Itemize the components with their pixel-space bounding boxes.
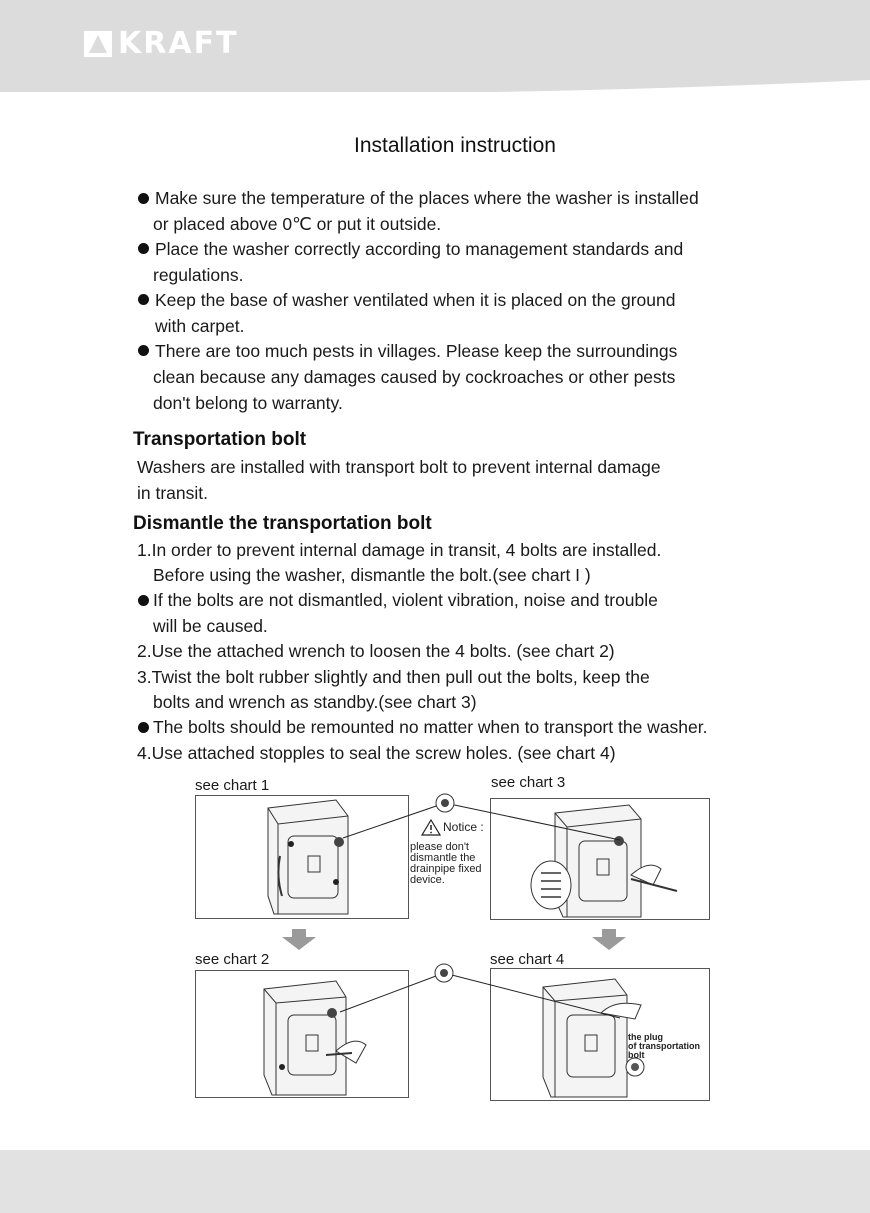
notice-line-3: drainpipe fixed xyxy=(410,863,482,875)
dismantle-line-9: 4.Use attached stopples to seal the screw holes. (see chart 4) xyxy=(137,743,616,763)
chart-1-figure xyxy=(195,795,409,919)
chart-3-figure xyxy=(490,798,710,920)
install-bullet-4-line-1: There are too much pests in villages. Please keep the surroundings xyxy=(155,341,678,361)
dismantle-line-6: 3.Twist the bolt rubber slightly and then pull out the bolts, keep the xyxy=(137,667,650,687)
plug-caption-line-2: of transportation xyxy=(628,1041,700,1051)
warning-icon xyxy=(422,820,440,835)
dismantle-line-3: If the bolts are not dismantled, violent vibration, noise and trouble xyxy=(153,590,658,610)
transport-heading: Transportation bolt xyxy=(133,429,307,450)
bullet-4-dot xyxy=(138,345,149,356)
dismantle-line-4: will be caused. xyxy=(153,616,268,636)
notice-line-4: device. xyxy=(410,874,445,886)
plug-caption xyxy=(628,1033,700,1060)
brand-name: KRAFT xyxy=(118,26,239,61)
dismantle-heading: Dismantle the transportation bolt xyxy=(133,513,432,534)
dismantle-line-7: bolts and wrench as standby.(see chart 3) xyxy=(153,692,477,712)
install-bullet-1-line-1: Make sure the temperature of the places where the washer is installed xyxy=(155,188,699,208)
dismantle-bullet-1-dot xyxy=(138,595,149,606)
footer-band xyxy=(0,1150,870,1213)
bolt-detail-icon-2 xyxy=(435,964,453,982)
bolt-detail-icon xyxy=(436,794,454,812)
notice-line-1: please don't xyxy=(410,841,469,853)
dismantle-line-1: 1.In order to prevent internal damage in transit, 4 bolts are installed. xyxy=(137,540,662,560)
notice-line-2: dismantle the xyxy=(410,852,476,864)
bullet-3-dot xyxy=(138,294,149,305)
washer-wrench-illustration xyxy=(196,971,408,1097)
install-bullet-3-line-2: with carpet. xyxy=(155,316,245,336)
install-bullet-4-line-3: don't belong to warranty. xyxy=(153,393,343,413)
chart-1-label: see chart 1 xyxy=(195,777,270,794)
down-arrow-icon-2 xyxy=(592,929,626,950)
washer-bolt-removal-illustration xyxy=(491,799,709,919)
chart-3-label: see chart 3 xyxy=(491,774,566,791)
bullet-1-dot xyxy=(138,193,149,204)
notice-text xyxy=(410,842,482,886)
bullet-2-dot xyxy=(138,243,149,254)
install-bullet-4-line-2: clean because any damages caused by cockroaches or other pests xyxy=(153,367,676,387)
dismantle-line-8: The bolts should be remounted no matter when to transport the washer. xyxy=(153,717,708,737)
dismantle-line-5: 2.Use the attached wrench to loosen the 4 bolts. (see chart 2) xyxy=(137,641,615,661)
install-bullet-3-line-1: Keep the base of washer ventilated when it is placed on the ground xyxy=(155,290,676,310)
install-bullet-1-line-2: or placed above 0℃ or put it outside. xyxy=(153,214,442,234)
chart-4-label: see chart 4 xyxy=(490,951,565,968)
chart-2-figure xyxy=(195,970,409,1098)
brand-logo xyxy=(84,26,239,61)
chart-4-figure xyxy=(490,968,710,1101)
chart-2-label: see chart 2 xyxy=(195,951,270,968)
page-title: Installation instruction xyxy=(354,134,556,157)
dismantle-line-2: Before using the washer, dismantle the bolt.(see chart I ) xyxy=(153,565,591,585)
plug-caption-line-1: the plug xyxy=(628,1032,663,1042)
dismantle-bullet-2-dot xyxy=(138,722,149,733)
brand-logo-icon xyxy=(84,31,112,57)
notice-title: Notice : xyxy=(443,820,484,834)
install-bullet-2-line-1: Place the washer correctly according to management standards and xyxy=(155,239,684,259)
transport-line-1: Washers are installed with transport bolt to prevent internal damage xyxy=(137,457,661,477)
transport-line-2: in transit. xyxy=(137,483,208,503)
plug-caption-line-3: bolt xyxy=(628,1050,645,1060)
down-arrow-icon xyxy=(282,929,316,950)
install-bullet-2-line-2: regulations. xyxy=(153,265,244,285)
washer-rear-illustration xyxy=(196,796,408,918)
